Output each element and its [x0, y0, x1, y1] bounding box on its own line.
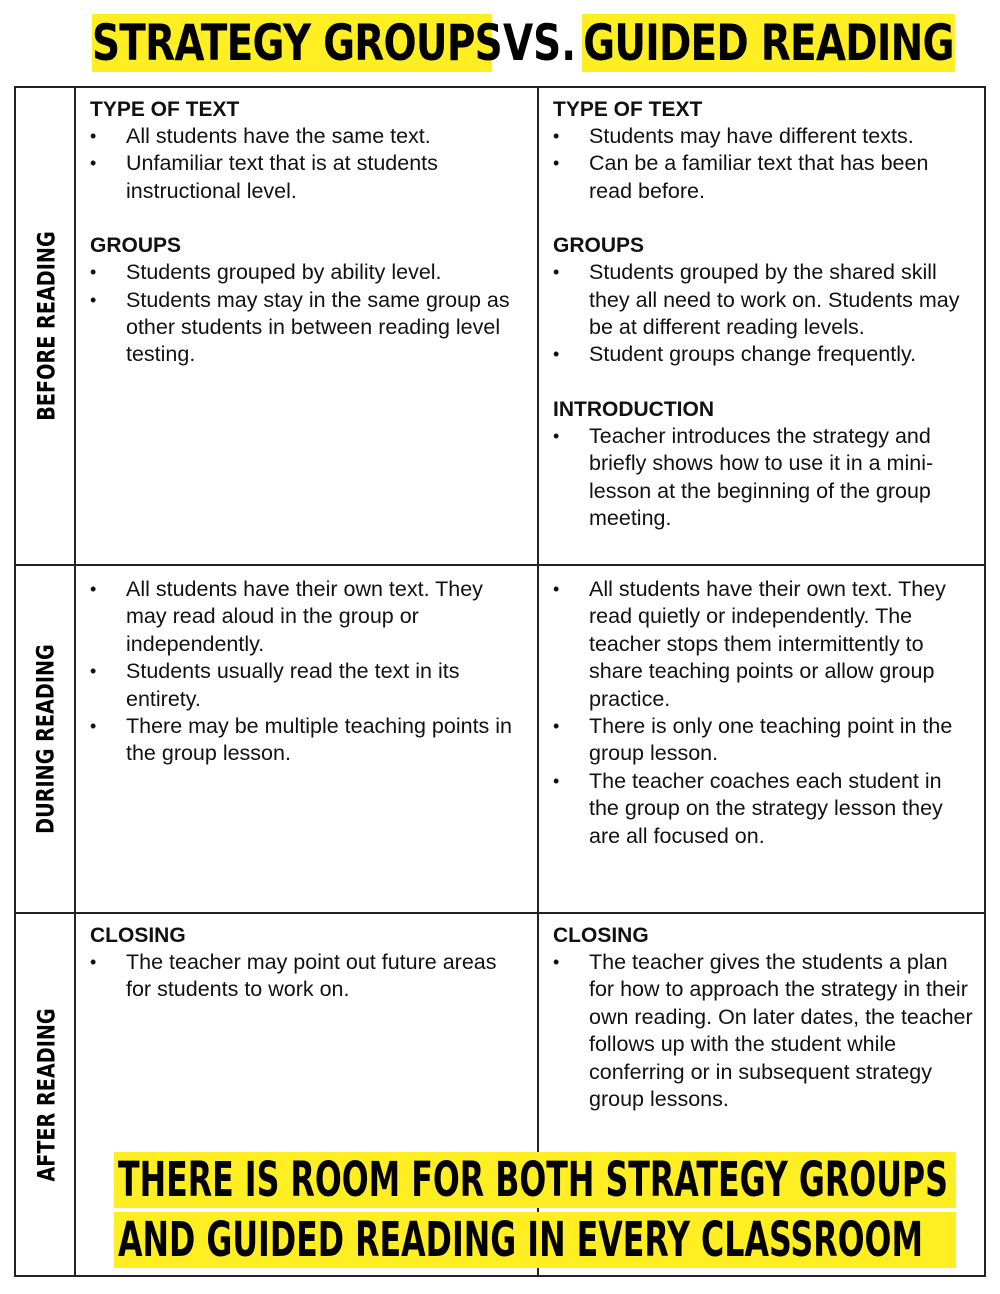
list-item: • Can be a familiar text that has been read before.: [553, 150, 976, 205]
list-type-of-text: [553, 123, 976, 205]
list-introduction: [553, 423, 976, 533]
title-vs: VS.: [503, 14, 577, 72]
list-item: • All students have their own text. They read quietly or independently. The teacher stops them intermittently to share teaching points or allow group practice.: [553, 576, 976, 713]
row-label-during-text: DURING READING: [32, 644, 61, 834]
cell-after-strategy: [76, 914, 537, 1004]
list-item: • There is only one teaching point in the group lesson.: [553, 713, 976, 768]
cell-during-strategy: [76, 566, 537, 768]
cell-before-strategy: [76, 88, 537, 369]
list-item: • Students grouped by the shared skill they all need to work on. Students may be at different reading levels.: [553, 259, 976, 341]
heading-groups: GROUPS: [553, 234, 645, 258]
row-label-after-reading: [16, 914, 76, 1276]
list-item: • Students grouped by ability level.: [90, 259, 527, 286]
heading-closing: CLOSING: [90, 924, 186, 947]
list-item: • Student groups change frequently.: [553, 341, 976, 368]
banner-line-2-text: AND GUIDED READING IN EVERY CLASSROOM: [117, 1212, 923, 1268]
list-type-of-text: [90, 123, 527, 205]
title-guided-reading: GUIDED READING: [583, 14, 954, 72]
cell-after-guided: [539, 914, 986, 1113]
banner-line-1: [114, 1152, 956, 1208]
row-label-after-text: AFTER READING: [32, 1008, 60, 1182]
banner-line-1-text: THERE IS ROOM FOR BOTH STRATEGY GROUPS: [117, 1152, 948, 1208]
page-title: [0, 0, 1000, 86]
row-label-before-reading: [16, 88, 76, 564]
list-item: • Unfamiliar text that is at students instructional level.: [90, 150, 527, 205]
title-strategy-groups: STRATEGY GROUPS: [92, 14, 502, 72]
list-item: • There may be multiple teaching points in the group lesson.: [90, 713, 527, 768]
list-groups: [553, 259, 976, 369]
list-item: • The teacher gives the students a plan for how to approach the strategy in their own reading. On later dates, the teacher follows up with the student while conferring or in subsequent strategy group lessons.: [553, 949, 976, 1113]
list-item: • The teacher coaches each student in the group on the strategy lesson they are all focused on.: [553, 768, 976, 850]
cell-during-guided: [539, 566, 986, 850]
list-closing: [90, 949, 527, 1004]
list-groups: [90, 259, 527, 369]
list-item: • The teacher may point out future areas for students to work on.: [90, 949, 527, 1004]
cell-before-guided: [539, 88, 986, 532]
list-item: • Teacher introduces the strategy and briefly shows how to use it in a mini-lesson at the beginning of the group meeting.: [553, 423, 976, 533]
list-item: • Students may have different texts.: [553, 123, 976, 150]
heading-groups: GROUPS: [90, 234, 182, 258]
list-closing: [553, 949, 976, 1113]
list-item: • Students may stay in the same group as other students in between reading level testing.: [90, 287, 527, 369]
heading-closing: CLOSING: [553, 924, 649, 947]
heading-type-of-text: TYPE OF TEXT: [90, 98, 240, 121]
banner-line-2: [114, 1212, 956, 1268]
list-during-strategy: [90, 576, 527, 768]
list-item: • All students have their own text. They may read aloud in the group or independently.: [90, 576, 527, 658]
row-label-during-reading: [16, 566, 76, 912]
list-during-guided: [553, 576, 976, 850]
row-label-before-text: BEFORE READING: [32, 231, 60, 421]
list-item: • All students have the same text.: [90, 123, 527, 150]
conclusion-banner: [114, 1152, 956, 1272]
heading-type-of-text: TYPE OF TEXT: [553, 98, 703, 121]
list-item: • Students usually read the text in its entirety.: [90, 658, 527, 713]
heading-introduction: INTRODUCTION: [553, 397, 714, 421]
